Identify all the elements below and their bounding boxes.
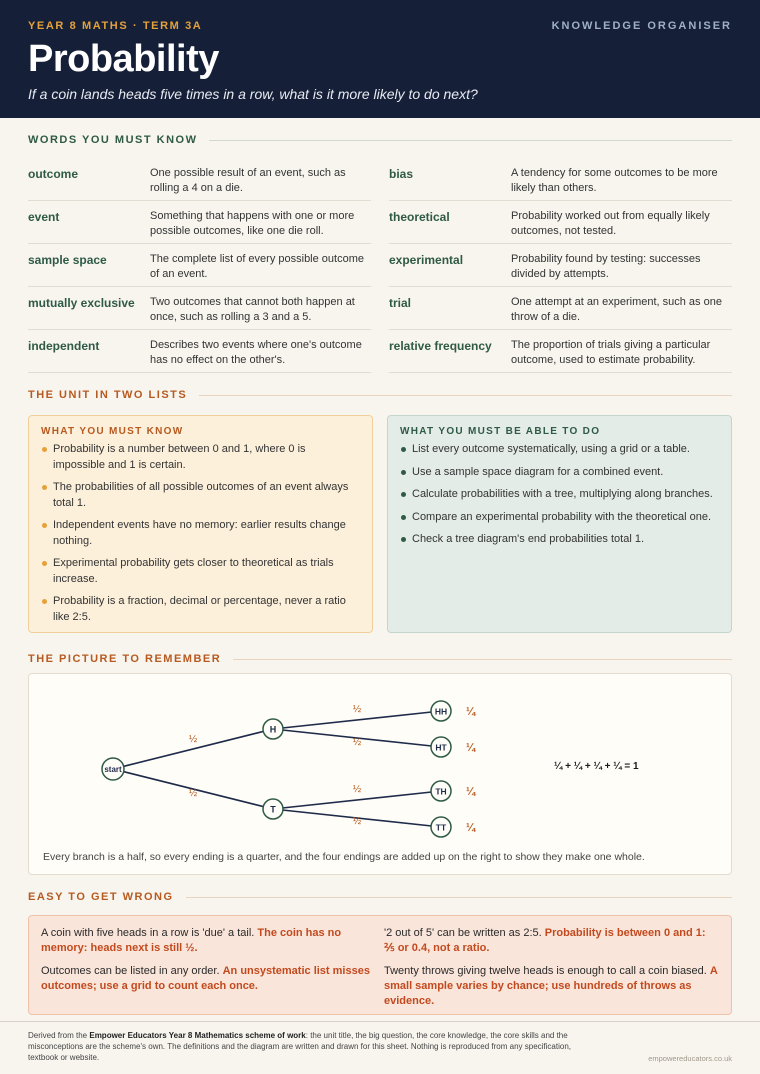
divider <box>199 395 732 396</box>
glossary-row <box>28 287 371 330</box>
course-kicker: YEAR 8 MATHS · TERM 3A <box>28 20 203 32</box>
misconception-fix: Probability is between 0 and 1: ⅖ or 0.4, not a ratio. <box>384 927 706 954</box>
organiser-label: KNOWLEDGE ORGANISER <box>551 20 732 32</box>
end-label-th: TH <box>435 786 447 797</box>
words-heading <box>28 134 732 146</box>
misconception <box>41 926 370 956</box>
glossary-row <box>28 330 371 373</box>
able-to-do-title: WHAT YOU MUST BE ABLE TO DO <box>400 426 601 437</box>
glossary-definition: Two outcomes that cannot both happen at once, such as rolling a 3 and a 5. <box>150 296 355 323</box>
big-question: If a coin lands heads five times in a row, what is it more likely to do next? <box>28 86 478 102</box>
divider <box>233 659 732 660</box>
misconceptions-column-right <box>380 926 719 1007</box>
tree-diagram-panel <box>28 673 732 875</box>
glossary-term: outcome <box>28 167 79 181</box>
misconception-text: '2 out of 5' can be written as 2:5. <box>384 927 542 939</box>
prob-label-start-h: ½ <box>188 734 198 745</box>
prob-label-t-th: ½ <box>352 784 362 795</box>
glossary-term: sample space <box>28 253 107 267</box>
glossary-definition: Probability worked out from equally likely outcomes, not tested. <box>511 210 710 237</box>
glossary-row <box>28 201 371 244</box>
node-label-t: T <box>270 804 276 815</box>
list-item: Experimental probability gets closer to theoretical as trials increase. <box>41 556 360 587</box>
end-label-tt: TT <box>435 822 447 833</box>
words-heading-text: WORDS YOU MUST KNOW <box>28 134 198 146</box>
attribution-post: : the unit title, the big question, the core knowledge, the core skills and the misconceptions are the scheme's own. The definitions and the diagram are written and drawn for this sheet. Nothing is reproduced from any specification, textbook or website. <box>28 1031 571 1062</box>
misconception-fix: The coin has no memory: heads next is still ½. <box>41 927 342 954</box>
glossary-term: trial <box>389 296 412 310</box>
able-to-do-list <box>400 442 719 548</box>
misconceptions-column-left <box>41 926 380 1004</box>
must-know-title: WHAT YOU MUST KNOW <box>41 426 184 437</box>
list-item: Independent events have no memory: earlier results change nothing. <box>41 518 360 549</box>
list-item: Check a tree diagram's end probabilities total 1. <box>400 532 719 548</box>
glossary-definition: A tendency for some outcomes to be more likely than others. <box>511 167 718 194</box>
misconception <box>384 926 719 956</box>
misconception-fix: An unsystematic list misses outcomes; use a grid to count each once. <box>41 965 370 992</box>
list-item: Compare an experimental probability with the theoretical one. <box>400 510 719 526</box>
glossary-row <box>389 287 732 330</box>
misconceptions-box <box>28 915 732 1015</box>
probability-tree <box>29 674 731 876</box>
glossary-term: experimental <box>389 253 464 267</box>
attribution <box>28 1030 588 1063</box>
must-know-box <box>28 415 373 633</box>
prob-label-start-t: ½ <box>188 788 198 799</box>
glossary-term: independent <box>28 339 100 353</box>
glossary-definition: Describes two events where one's outcome has no effect on the other's. <box>150 339 362 366</box>
site-url[interactable]: empowereducators.co.uk <box>648 1054 732 1063</box>
able-to-do-box <box>387 415 732 633</box>
glossary-row <box>28 158 371 201</box>
must-know-list <box>41 442 360 625</box>
divider <box>209 140 732 141</box>
attribution-source: Empower Educators Year 8 Mathematics scheme of work <box>89 1031 306 1040</box>
misconception <box>384 964 719 1009</box>
list-item: The probabilities of all possible outcomes of an event always total 1. <box>41 480 360 511</box>
glossary-term: theoretical <box>389 210 450 224</box>
node-label-h: H <box>269 724 277 735</box>
glossary-column-right <box>389 158 732 373</box>
wrong-heading <box>28 891 732 903</box>
glossary-definition: One attempt at an experiment, such as one throw of a die. <box>511 296 722 323</box>
glossary-definition: The proportion of trials giving a particular outcome, used to estimate probability. <box>511 339 711 366</box>
end-prob-th: ¼ <box>466 786 476 798</box>
prob-label-t-tt: ½ <box>352 816 362 827</box>
end-prob-ht: ¼ <box>466 742 476 754</box>
attribution-pre: Derived from the <box>28 1031 90 1040</box>
glossary-definition: Probability found by testing: successes divided by attempts. <box>511 253 701 280</box>
glossary-term: mutually exclusive <box>28 296 135 310</box>
glossary-term: event <box>28 210 60 224</box>
header-banner <box>0 0 760 118</box>
footer <box>0 1021 760 1063</box>
list-item: Use a sample space diagram for a combined event. <box>400 465 719 481</box>
glossary-row <box>28 244 371 287</box>
misconception-fix: A small sample varies by chance; use hundreds of throws as evidence. <box>384 965 718 1007</box>
picture-heading <box>28 653 732 665</box>
end-prob-hh: ¼ <box>466 706 476 718</box>
misconception-text: Twenty throws giving twelve heads is enough to call a coin biased. <box>384 965 707 977</box>
glossary-definition: One possible result of an event, such as rolling a 4 on a die. <box>150 167 346 194</box>
glossary-term: relative frequency <box>389 339 492 353</box>
start-label: start <box>104 765 122 774</box>
picture-heading-text: THE PICTURE TO REMEMBER <box>28 653 222 665</box>
list-item: Probability is a fraction, decimal or percentage, never a ratio like 2:5. <box>41 594 360 625</box>
sum-equation: ¼ + ¼ + ¼ + ¼ = 1 <box>554 761 639 772</box>
divider <box>186 897 733 898</box>
list-item: Calculate probabilities with a tree, multiplying along branches. <box>400 487 719 503</box>
end-label-ht: HT <box>435 742 447 753</box>
glossary-definition: Something that happens with one or more possible outcomes, like one die roll. <box>150 210 355 237</box>
end-label-hh: HH <box>434 706 448 717</box>
two-lists <box>28 415 732 633</box>
unit-heading-text: THE UNIT IN TWO LISTS <box>28 389 188 401</box>
wrong-heading-text: EASY TO GET WRONG <box>28 891 174 903</box>
prob-label-h-ht: ½ <box>352 737 362 748</box>
glossary-term: bias <box>389 167 414 181</box>
unit-heading <box>28 389 732 401</box>
list-item: Probability is a number between 0 and 1, where 0 is impossible and 1 is certain. <box>41 442 360 473</box>
glossary-row <box>389 201 732 244</box>
misconception <box>41 964 370 994</box>
glossary-column-left <box>28 158 371 373</box>
glossary-row <box>389 244 732 287</box>
glossary <box>28 158 732 373</box>
diagram-caption: Every branch is a half, so every ending is a quarter, and the four endings are added up on the right to show they make one whole. <box>43 851 645 863</box>
misconception-text: A coin with five heads in a row is 'due' a tail. <box>41 927 255 939</box>
prob-label-h-hh: ½ <box>352 704 362 715</box>
end-prob-tt: ¼ <box>466 822 476 834</box>
glossary-row <box>389 330 732 373</box>
glossary-row <box>389 158 732 201</box>
glossary-definition: The complete list of every possible outcome of an event. <box>150 253 364 280</box>
list-item: List every outcome systematically, using a grid or a table. <box>400 442 719 458</box>
page-title: Probability <box>28 38 219 80</box>
misconception-text: Outcomes can be listed in any order. <box>41 965 220 977</box>
